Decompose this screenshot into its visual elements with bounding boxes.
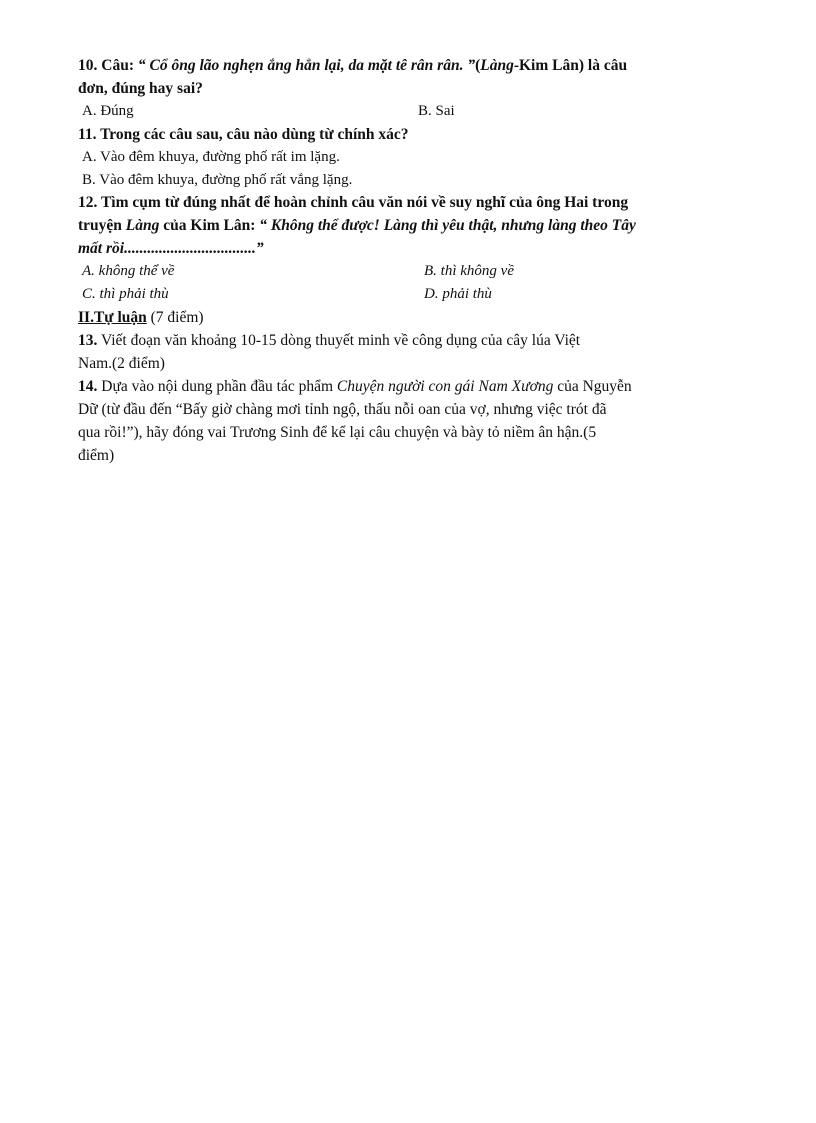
q10-lead: Câu: [97, 57, 138, 74]
q10-option-a: A. Đúng [82, 103, 134, 119]
q12-line1: 12. Tìm cụm từ đúng nhất để hoàn chỉnh câu văn nói về suy nghĩ của ông Hai trong [78, 194, 629, 211]
q10-number: 10. [78, 57, 98, 74]
q12-option-c: C. thì phải thù [82, 286, 169, 302]
q10-line1 [78, 54, 738, 77]
q12-line2-work: Làng [125, 217, 160, 234]
q12-line2 [78, 214, 738, 237]
q13-number: 13. [78, 332, 98, 349]
q12-line3: mất rồi..................................” [78, 240, 264, 257]
q10-quote: “ Cổ ông lão nghẹn ắng hẳn lại, da mặt tê rân rân. ” [137, 57, 476, 74]
q13-text: Viết đoạn văn khoảng 10-15 dòng thuyết minh về công dụng của cây lúa Việt [97, 332, 581, 349]
q12-line2-quote: “ Không thể được! Làng thì yêu thật, nhưng làng theo Tây [259, 217, 636, 234]
q11-option-b: B. Vào đêm khuya, đường phố rất vắng lặng. [82, 172, 353, 188]
q14-line3: qua rồi!”), hãy đóng vai Trương Sinh để kể lại câu chuyện và bày tỏ niềm ân hận.(5 [78, 424, 597, 441]
q10-source-work: Làng [480, 57, 514, 74]
q11-option-a: A. Vào đêm khuya, đường phố rất im lặng. [82, 149, 340, 165]
q14-line1 [78, 375, 738, 398]
q14-line1-a: Dựa vào nội dung phần đầu tác phẩm [97, 378, 337, 395]
q10-line2: đơn, đúng hay sai? [78, 80, 203, 97]
q13-line1 [78, 329, 738, 352]
q14-line4: điểm) [78, 447, 115, 464]
q12-option-b: B. thì không về [424, 263, 514, 279]
q14-line2: Dữ (từ đầu đến “Bấy giờ chàng mơi tỉnh ngộ, thấu nỗi oan của vợ, nhưng việc trót đã [78, 401, 607, 418]
q14-number: 14. [78, 378, 98, 395]
q12-line2-a: truyện [78, 217, 126, 234]
q10-source-rest: -Kim Lân) là câu [513, 57, 628, 74]
q12-option-a: A. không thể về [82, 263, 175, 279]
section2-heading [78, 306, 738, 329]
q12-option-d: D. phải thù [424, 286, 492, 302]
section2-points: (7 điểm) [146, 309, 204, 326]
q13-line2: Nam.(2 điểm) [78, 355, 165, 372]
section2-title: II.Tự luận [78, 309, 147, 326]
q12-line2-b: của Kim Lân: [159, 217, 260, 234]
q11-line1: 11. Trong các câu sau, câu nào dùng từ chính xác? [78, 126, 409, 143]
q10-option-b: B. Sai [418, 103, 455, 119]
q14-line1-b: của Nguyễn [553, 378, 632, 395]
q10-source-open: ( [475, 57, 481, 74]
q14-line1-work: Chuyện người con gái Nam Xương [336, 378, 554, 395]
